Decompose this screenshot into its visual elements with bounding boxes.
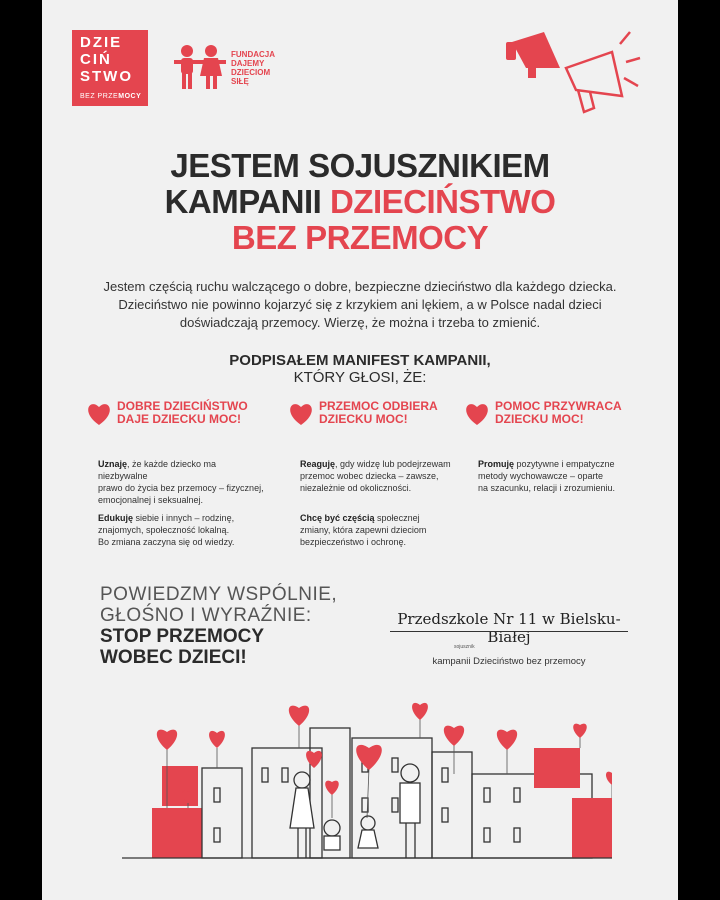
closing-slogan: POWIEDZMY WSPÓLNIE, GŁOŚNO I WYRAŹNIE: STOP PRZEMOCY WOBEC DZIECI! bbox=[100, 584, 338, 668]
heart-icon bbox=[288, 402, 314, 426]
city-illustration bbox=[122, 688, 612, 868]
foundation-name: FUNDACJA DAJEMY DZIECIOM SIŁĘ bbox=[231, 50, 275, 86]
signatory-name: Przedszkole Nr 11 w Bielsku- Białej bbox=[397, 610, 621, 646]
megaphone-icon bbox=[504, 28, 644, 118]
column-text-2a: Reaguję, gdy widzę lub podejrzewam przemoc wobec dziecka – zawsze, niezależnie od okoliczności. bbox=[300, 459, 451, 493]
intro-paragraph: Jestem częścią ruchu walczącego o dobre, bezpieczne dzieciństwo dla każdego dziecka. Dzieciństwo nie powinno kojarzyć się z krzykiem ani lękiem, a w Polsce nadal dzieci doświadczają przemocy. Wierzę, że można i trzeba to zmienić. bbox=[103, 279, 617, 330]
manifest-heading: PODPISAŁEM MANIFEST KAMPANII, KTÓRY GŁOSI, ŻE: bbox=[229, 352, 491, 386]
signature-line bbox=[390, 631, 628, 632]
poster: DZIE CIŃ STWO BEZ PRZEMOCY FUNDACJA DAJEMY DZIECIOM SIŁĘ JESTEM SOJUSZNIKIEM KAMPANII DZIECIŃSTWO BEZ PRZEMOCY Jestem częścią ruchu walczącego o dobre, bezpieczne dzieciństwo dla każdego dziecka. Dzieciństwo nie powinno kojarzyć się z krzykiem ani lękiem, a w Polsce nadal dzieci doświadczają przemocy. Wierzę, że można i trzeba to zmienić. PODPISAŁEM MANIFEST KAMPANII, KTÓRY GŁOSI, ŻE: DOBRE DZIECIŃSTWO DAJE DZIECKU MOC! PRZEMOC ODBIERA DZIECKU MOC! POMOC PRZYWRACA DZIECKU MOC! Uznaję, że każde dziecko ma niezbywalne prawo do życia bez przemocy – fizycznej, emocjonalnej i seksualnej. Edukuję siebie i innych – rodzinę, znajomych, społeczność lokalną. Bo zmiana zaczyna się od wiedzy. Reaguję, gdy widzę lub podejrzewam przemoc wobec dziecka – zawsze, niezależnie od okoliczności. Chcę być częścią społecznej zmiany, która zapewni dzieciom bezpieczeństwo i ochronę. Promuję pozytywne i empatyczne metody wychowawcze – oparte na szacunku, relacji i zrozumieniu. POWIEDZMY WSPÓLNIE, GŁOŚNO I WYRAŹNIE: STOP PRZEMOCY WOBEC DZIECI! Przedszkole Nr 11 w Bielsku- Białej sojusznik kampanii Dzieciństwo bez przemocy bbox=[42, 0, 678, 900]
campaign-logo-tagline: BEZ PRZEMOCY bbox=[80, 93, 142, 100]
campaign-logo-text: DZIE CIŃ STWO bbox=[80, 34, 133, 85]
heart-icon bbox=[86, 402, 112, 426]
page-title: JESTEM SOJUSZNIKIEM KAMPANII DZIECIŃSTWO BEZ PRZEMOCY bbox=[164, 147, 556, 256]
column-text-3a: Promuję pozytywne i empatyczne metody wychowawcze – oparte na szacunku, relacji i zrozumieniu. bbox=[478, 459, 616, 493]
column-text-2b: Chcę być częścią społecznej zmiany, która zapewni dzieciom bezpieczeństwo i ochronę. bbox=[300, 513, 427, 547]
campaign-logo bbox=[72, 30, 148, 106]
heart-icon bbox=[464, 402, 490, 426]
signatory-subtitle: kampanii Dzieciństwo bez przemocy bbox=[432, 656, 586, 667]
column-text-1a: Uznaję, że każde dziecko ma niezbywalne prawo do życia bez przemocy – fizycznej, emocjonalnej i seksualnej. bbox=[98, 459, 264, 505]
signatory-label: sojusznik bbox=[454, 644, 475, 650]
foundation-kids-icon bbox=[174, 42, 226, 92]
column-text-1b: Edukuję siebie i innych – rodzinę, znajomych, społeczność lokalną. Bo zmiana zaczyna się od wiedzy. bbox=[98, 513, 235, 547]
